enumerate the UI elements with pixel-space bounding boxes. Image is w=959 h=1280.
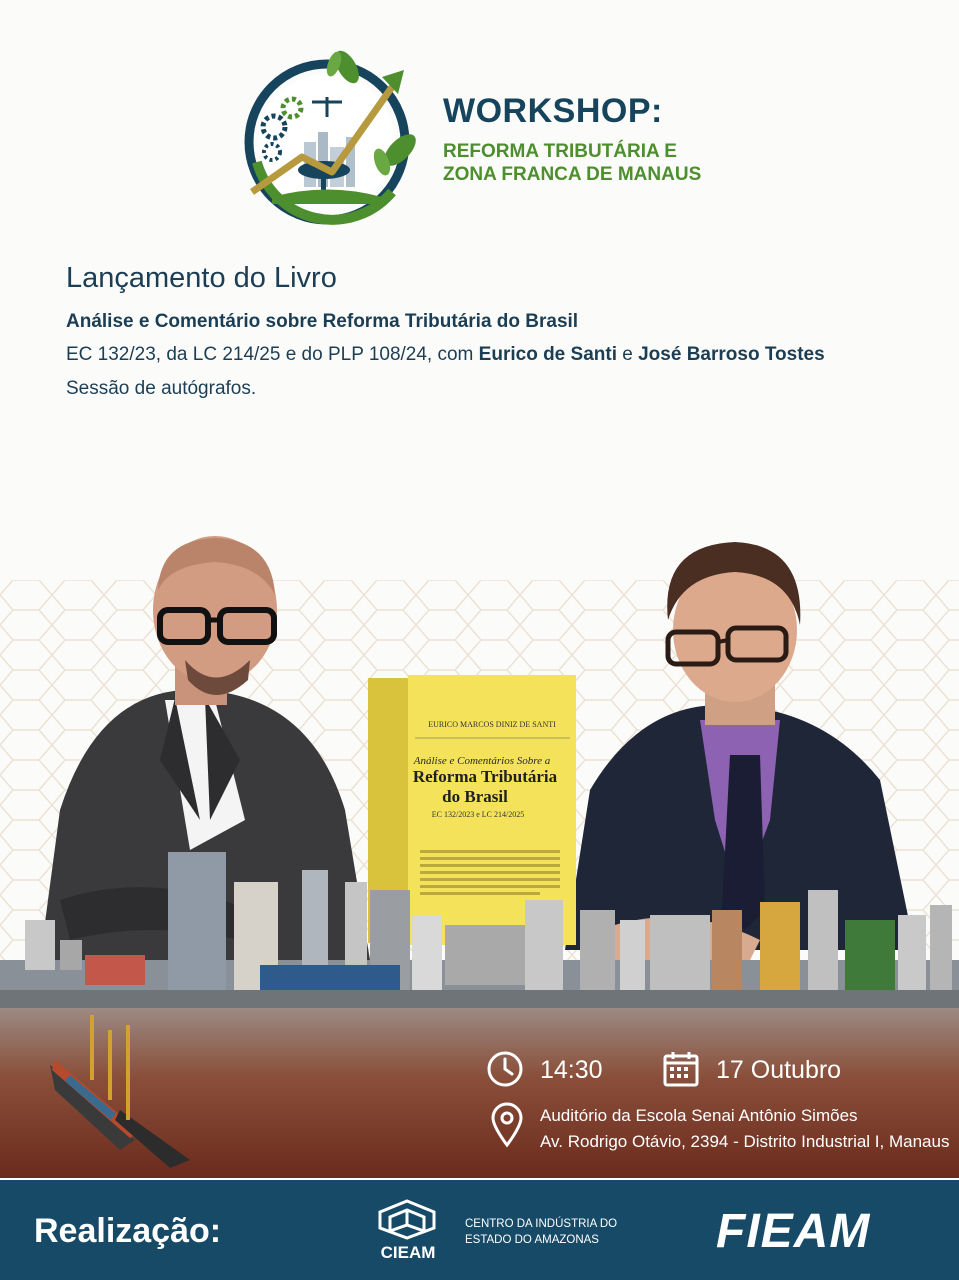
event-address: Av. Rodrigo Otávio, 2394 - Distrito Industrial I, Manaus [540, 1132, 950, 1151]
workshop-subtitle-line1: REFORMA TRIBUTÁRIA E [443, 141, 677, 162]
event-venue: Auditório da Escola Senai Antônio Simões [540, 1106, 858, 1125]
event-time: 14:30 [540, 1056, 603, 1084]
book-cover-title-2: do Brasil [442, 787, 508, 806]
workshop-title: WORKSHOP: [443, 92, 663, 130]
cieam-description [465, 1216, 625, 1248]
book-cover-author: EURICO MARCOS DINIZ DE SANTI [428, 720, 556, 729]
book-cover-subtitle: Análise e Comentários Sobre a [413, 755, 551, 767]
launch-heading: Lançamento do Livro [66, 262, 337, 294]
workshop-subtitle-line2: ZONA FRANCA DE MANAUS [443, 164, 702, 185]
clock-icon [486, 1050, 524, 1088]
calendar-icon [662, 1050, 700, 1088]
author-2: José Barroso Tostes [638, 344, 825, 365]
autograph-session: Sessão de autógrafos. [66, 378, 257, 399]
cieam-name: CIEAM [380, 1243, 436, 1262]
book-details-prefix: EC 132/23, da LC 214/25 e do PLP 108/24, com [66, 344, 479, 365]
cieam-desc-line2: ESTADO DO AMAZONAS [465, 1234, 599, 1246]
event-date: 17 Outubro [716, 1056, 842, 1084]
book-details-and: e [616, 344, 639, 365]
book-title: Análise e Comentário sobre Reforma Tributária do Brasil [66, 311, 579, 332]
book-cover-edition: EC 132/2023 e LC 214/2025 [431, 810, 525, 819]
cieam-desc-line1: CENTRO DA INDÚSTRIA DO [465, 1218, 618, 1230]
fieam-logo: FIEAM [716, 1205, 871, 1258]
river [0, 1008, 959, 1180]
author-1: Eurico de Santi [478, 344, 617, 365]
cieam-logo-icon [372, 1198, 442, 1240]
book-details [66, 344, 825, 366]
footer-label: Realização: [34, 1212, 222, 1250]
location-pin-icon [490, 1102, 524, 1148]
growth-logo-icon [232, 42, 422, 232]
book-cover-title-1: Reforma Tributária [412, 767, 558, 786]
